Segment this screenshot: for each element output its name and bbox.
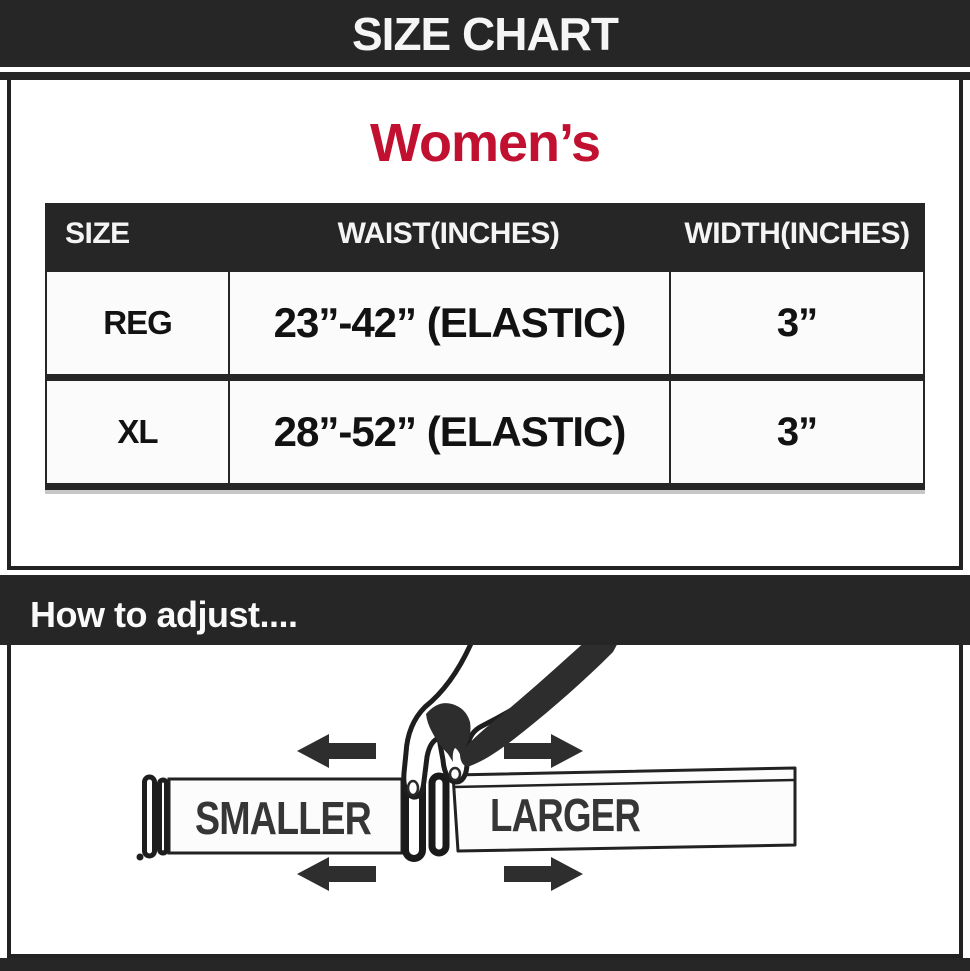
illustration-panel [7, 645, 963, 958]
cell-width: 3” [671, 381, 923, 483]
belt-adjust-illustration [11, 645, 959, 954]
header-strip [0, 72, 970, 80]
table-row [47, 381, 923, 483]
belt-buckle-icon [137, 777, 167, 861]
section-title: Women’s [369, 113, 601, 173]
arrow-right-icon [504, 734, 583, 768]
column-header-width: WIDTH(INCHES) [684, 217, 910, 250]
footer-bar [0, 958, 970, 971]
cell-waist: 28”-52” (ELASTIC) [230, 381, 669, 483]
how-to-adjust-heading: How to adjust.... [30, 594, 298, 635]
column-header-waist: WAIST(INCHES) [337, 217, 560, 250]
arrow-right-icon [504, 857, 583, 891]
table-body [45, 265, 925, 490]
table-row [47, 272, 923, 374]
header-bar [0, 0, 970, 67]
cell-size: XL [47, 381, 228, 483]
womens-panel [7, 80, 963, 570]
cell-size: REG [47, 272, 228, 374]
fingernail-icon [450, 768, 460, 780]
smaller-label: SMALLER [195, 792, 372, 844]
page-title: SIZE CHART [352, 7, 618, 60]
arrow-left-icon [297, 734, 376, 768]
arrow-left-icon [297, 857, 376, 891]
table-header-row [45, 203, 925, 265]
larger-label: LARGER [490, 789, 641, 841]
fingernail-icon [408, 781, 418, 795]
size-table [45, 203, 925, 490]
column-header-size: SIZE [65, 217, 130, 250]
how-to-adjust-bar [0, 575, 970, 645]
cell-waist: 23”-42” (ELASTIC) [230, 272, 669, 374]
cell-width: 3” [671, 272, 923, 374]
